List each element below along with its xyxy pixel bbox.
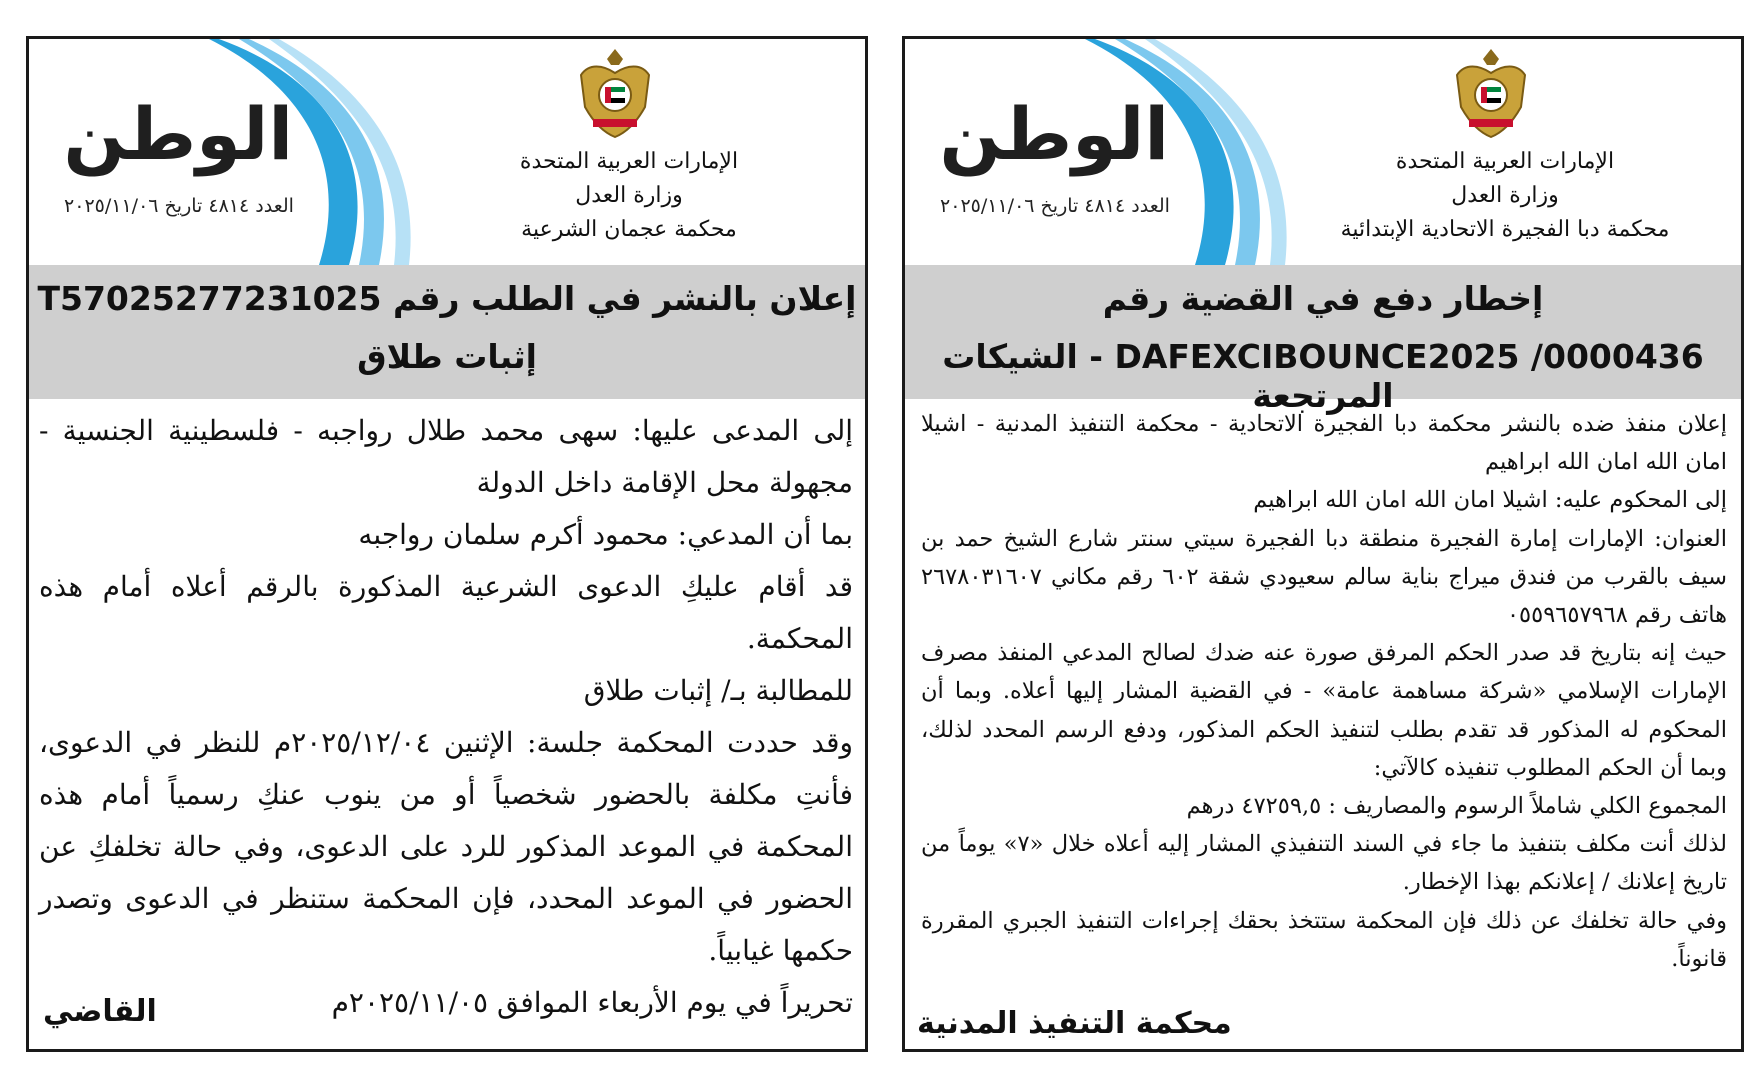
body-paragraph: قد أقام عليكِ الدعوى الشرعية المذكورة بالرقم أعلاه أمام هذه المحكمة.: [39, 570, 853, 655]
notice-signature: محكمة التنفيذ المدنية: [917, 1006, 1232, 1041]
notice-header: [29, 39, 865, 265]
notice-title-band: [29, 265, 865, 399]
gov-line-court: محكمة دبا الفجيرة الاتحادية الإبتدائية: [1340, 217, 1670, 242]
notice-title-line-2: إثبات طلاق: [357, 337, 537, 376]
body-paragraph: للمطالبة بـ/ إثبات طلاق: [583, 674, 853, 707]
body-paragraph: وقد حددت المحكمة جلسة: الإثنين ٢٠٢٥/١٢/٠٤م للنظر في الدعوى، فأنتِ مكلفة بالحضور شخصياً أو من ينوب عنكِ رسمياً أمام هذه المحكمة في الموعد المذكور للرد على الدعوى، وفي حالة تخلفكِ عن الحضور في الموعد المحدد، فإن المحكمة ستنظر في الدعوى وتصدر حكمها غيابياً.: [39, 726, 853, 967]
notice-title-line-1: إخطار دفع في القضية رقم: [1102, 279, 1544, 318]
notice-title-line-1: إعلان بالنشر في الطلب رقم T57025277231025: [37, 279, 857, 318]
body-paragraph: إعلان منفذ ضده بالنشر محكمة دبا الفجيرة الاتحادية - محكمة التنفيذ المدنية - اشيلا امان الله امان الله ابراهيم: [921, 411, 1727, 476]
notice-header: [905, 39, 1741, 265]
notice-panel-ajman: [26, 36, 868, 1052]
notice-body: [39, 405, 853, 1029]
body-paragraph: بما أن المدعي: محمود أكرم سلمان رواجبه: [358, 518, 853, 551]
government-header-lines: [429, 145, 829, 247]
gov-line-country: الإمارات العربية المتحدة: [1395, 149, 1615, 174]
notice-panel-fujairah: [902, 36, 1744, 1052]
body-paragraph: إلى المدعى عليها: سهى محمد طلال رواجبه - فلسطينية الجنسية - مجهولة محل الإقامة داخل الدولة: [39, 414, 853, 499]
body-paragraph: وفي حالة تخلفك عن ذلك فإن المحكمة ستتخذ بحقك إجراءات التنفيذ الجبري المقررة قانوناً.: [921, 907, 1727, 972]
uae-emblem-icon: [1451, 45, 1531, 141]
notice-signature: القاضي: [43, 994, 157, 1029]
body-paragraph: المجموع الكلي شاملاً الرسوم والمصاريف : ٤٧٢٥٩,٥ درهم: [1186, 793, 1727, 820]
body-paragraph: لذلك أنت مكلف بتنفيذ ما جاء في السند التنفيذي المشار إليه أعلاه خلال «٧» يوماً من تاريخ إعلانك / إعلانكم بهذا الإخطار.: [921, 831, 1727, 896]
body-paragraph: العنوان: الإمارات إمارة الفجيرة منطقة دبا الفجيرة سيتي سنتر شارع الشيخ حمد بن سيف بالقرب من فندق ميراج بناية سالم سعيودي شقة ٦٠٢ رقم مكاني ٢٦٧٨٠٣١٦٠٧ هاتف رقم ٠٥٥٩٦٥٧٩٦٨: [921, 525, 1727, 629]
gov-line-court: محكمة عجمان الشرعية: [521, 217, 737, 242]
notice-title-band: [905, 265, 1741, 415]
body-paragraph: حيث إنه بتاريخ قد صدر الحكم المرفق صورة عنه ضدك لصالح المدعي المنفذ مصرف الإمارات الإسلامي «شركة مساهمة عامة» - في القضية المشار إليها أعلاه. وبما أن المحكوم له المذكور قد تقدم بطلب لتنفيذ الحكم المذكور، ودفع الرسم المحدد لذلك، وبما أن الحكم المطلوب تنفيذه كالآتي:: [921, 640, 1727, 781]
gov-line-ministry: وزارة العدل: [1451, 183, 1559, 208]
issue-date-line: العدد ٤٨١٤ تاريخ ٢٠٢٥/١١/٠٦: [64, 195, 294, 217]
newspaper-logo: الوطن: [939, 92, 1169, 176]
body-paragraph: تحريراً في يوم الأربعاء الموافق ٢٠٢٥/١١/٠٥م: [331, 986, 853, 1019]
government-header-lines: [1305, 145, 1705, 247]
body-paragraph: إلى المحكوم عليه: اشيلا امان الله امان الله ابراهيم: [1253, 487, 1727, 514]
gov-line-country: الإمارات العربية المتحدة: [519, 149, 739, 174]
notice-body: [921, 405, 1727, 978]
newspaper-logo: الوطن: [63, 92, 293, 176]
notice-title-line-2: DAFEXCIBOUNCE2025 /0000436 - الشيكات المرتجعة: [942, 337, 1704, 415]
gov-line-ministry: وزارة العدل: [575, 183, 683, 208]
uae-emblem-icon: [575, 45, 655, 141]
issue-date-line: العدد ٤٨١٤ تاريخ ٢٠٢٥/١١/٠٦: [940, 195, 1170, 217]
